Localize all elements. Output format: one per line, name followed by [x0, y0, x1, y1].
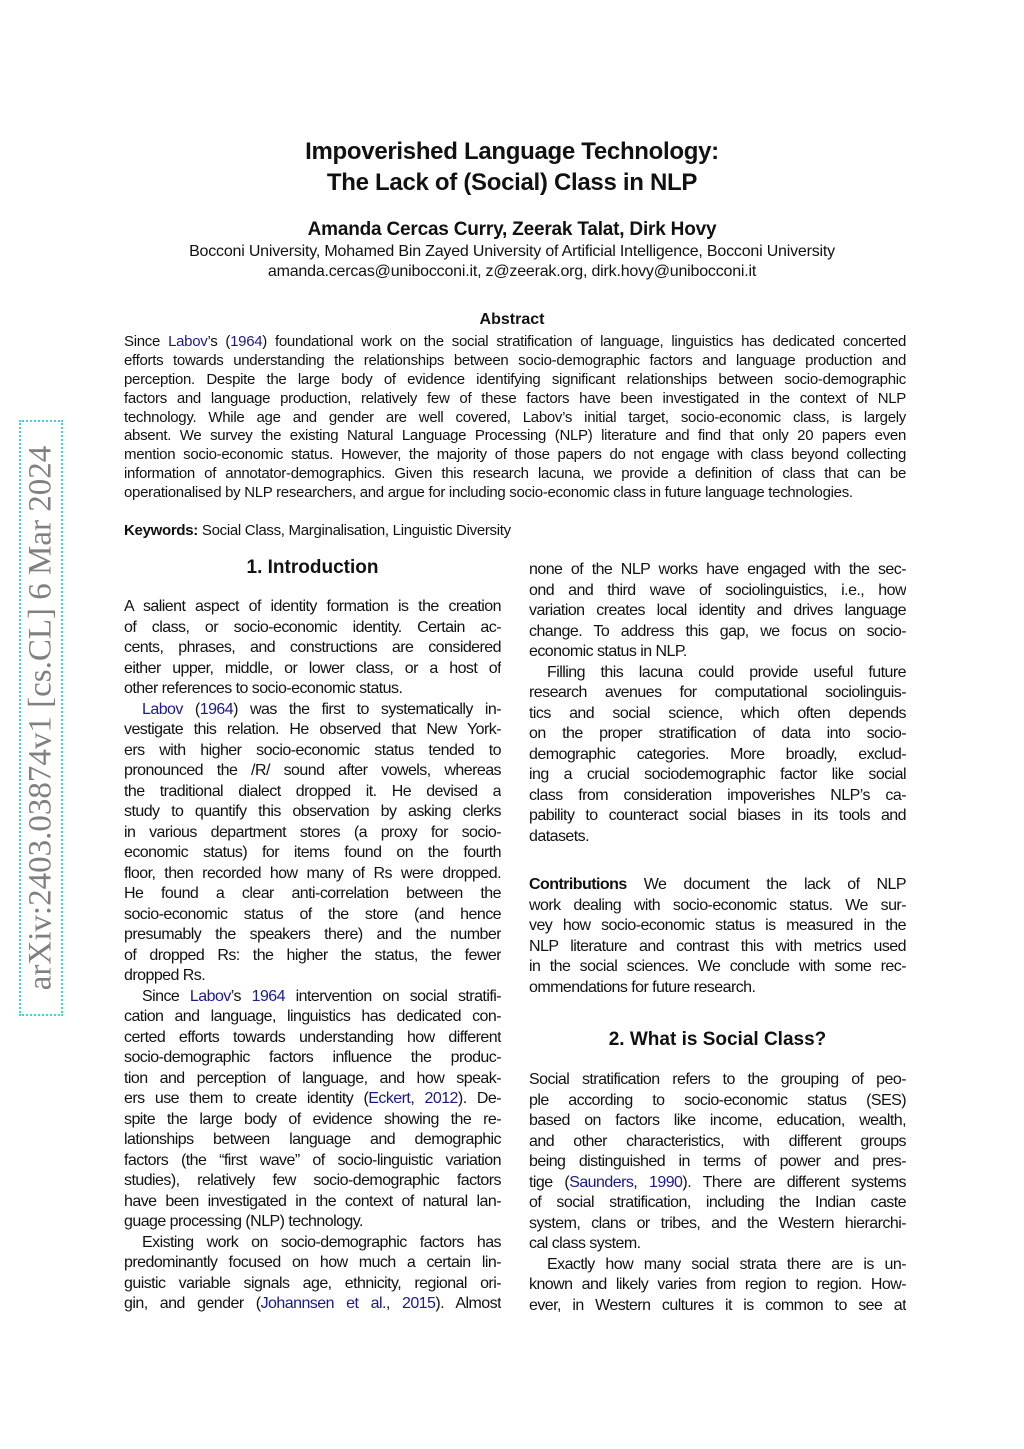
- text-line: [529, 1132, 906, 1153]
- text-segment: research avenues for computational sociolinguis-: [529, 684, 906, 701]
- text-line: [124, 371, 906, 390]
- text-segment: Social stratification refers to the grouping of peo-: [529, 1071, 906, 1088]
- citation-link[interactable]: Labov: [168, 333, 208, 350]
- keywords-label: Keywords:: [124, 522, 198, 539]
- contributions-paragraph: [529, 875, 906, 998]
- text-line: [529, 957, 906, 978]
- text-segment: ,: [633, 1173, 650, 1191]
- text-segment: study to quantify this observation by asking clerks: [124, 803, 501, 820]
- text-segment: economic status) for items found on the fourth: [124, 844, 501, 861]
- section-1-heading: 1. Introduction: [246, 557, 379, 578]
- text-line: [529, 1255, 906, 1276]
- text-line: [529, 1234, 906, 1255]
- text-line: [124, 1274, 501, 1295]
- citation-link[interactable]: 2012: [424, 1090, 458, 1107]
- text-segment: guistic variable signals age, ethnicity, regional ori-: [124, 1274, 501, 1292]
- text-segment: cation and language, linguistics has dedicated con-: [124, 1008, 501, 1025]
- text-line: [124, 1294, 501, 1315]
- text-line: [124, 333, 906, 352]
- text-line: [124, 1007, 501, 1028]
- text-segment: factors and language production, relatively few of these factors have been investigated in the context of NLP: [124, 389, 906, 407]
- text-line: [529, 622, 906, 643]
- citation-link[interactable]: 2015: [401, 1295, 436, 1312]
- text-segment: Exactly how many social strata there are is un-: [547, 1255, 906, 1273]
- text-segment: datasets.: [529, 827, 589, 845]
- text-segment: economic status in NLP.: [529, 643, 687, 660]
- text-segment: guage processing (NLP) technology.: [124, 1213, 363, 1230]
- text-line: [124, 679, 501, 700]
- text-line: [529, 704, 906, 725]
- text-segment: socio-economic status of the store (and hence: [124, 905, 501, 923]
- text-segment: lationships between language and demographic: [124, 1131, 501, 1148]
- text-segment: of social stratification, including the Indian caste: [529, 1194, 906, 1211]
- text-line: [124, 1171, 501, 1192]
- text-segment: being distinguished in terms of power and pres-: [529, 1153, 906, 1170]
- text-segment: certed efforts towards understanding how different: [124, 1028, 501, 1046]
- text-segment: have been investigated in the context of natural lan-: [124, 1192, 501, 1210]
- text-line: [529, 806, 906, 827]
- right-column-intro-continued: [529, 560, 906, 847]
- text-segment: efforts towards understanding the relationships between socio-demographic factors and language production and: [124, 351, 906, 369]
- text-segment: on the proper stratification of data into socio-: [529, 725, 906, 742]
- text-segment: ers with higher socio-economic status tended to: [124, 741, 501, 759]
- text-segment: the traditional dialect dropped it. He devised a: [124, 782, 501, 800]
- text-segment: ’s (: [207, 333, 231, 350]
- text-line: [124, 1089, 501, 1110]
- text-line: [529, 1070, 906, 1091]
- text-segment: ond and third wave of sociolinguistics, i.e., how: [529, 581, 906, 599]
- text-segment: cents, phrases, and constructions are considered: [124, 639, 501, 656]
- citation-link[interactable]: Johannsen et al.: [260, 1295, 386, 1312]
- text-segment: and other characteristics, with different groups: [529, 1132, 906, 1150]
- text-line: [124, 1028, 501, 1049]
- text-line: [529, 827, 906, 848]
- text-line: [124, 1212, 501, 1233]
- text-line: [124, 761, 501, 782]
- text-segment: (: [182, 700, 200, 718]
- text-segment: ’s: [230, 987, 252, 1005]
- text-segment: variation creates local identity and drives language: [529, 602, 906, 619]
- text-line: [124, 987, 501, 1008]
- text-segment: either upper, middle, or lower class, or a host of: [124, 659, 501, 677]
- text-line: [529, 1275, 906, 1296]
- text-line: [124, 446, 906, 465]
- text-line: [529, 1091, 906, 1112]
- text-line: [529, 601, 906, 622]
- text-line: [124, 1233, 501, 1254]
- text-segment: Since: [124, 333, 169, 350]
- section-2-heading: 2. What is Social Class?: [608, 1029, 827, 1050]
- text-segment: vey how socio-economic status is measured in the: [529, 917, 906, 934]
- text-line: [124, 884, 501, 905]
- text-segment: tion and perception of language, and how speak-: [124, 1069, 501, 1087]
- text-segment: change. To address this gap, we focus on socio-: [529, 622, 906, 640]
- left-column-body: [124, 597, 501, 1315]
- text-segment: spite the large body of evidence showing the re-: [124, 1110, 501, 1128]
- text-line: [124, 1110, 501, 1131]
- citation-link[interactable]: 1990: [649, 1173, 683, 1191]
- text-line: [529, 642, 906, 663]
- citation-link[interactable]: Labov: [142, 700, 183, 718]
- author-list: Amanda Cercas Curry, Zeerak Talat, Dirk Hovy: [307, 219, 717, 240]
- text-segment: technology. While age and gender are well covered, Labov’s initial target, socio-economic class, is largely: [124, 408, 906, 426]
- text-segment: vestigate this relation. He observed that New York-: [124, 721, 501, 738]
- abstract-heading: Abstract: [479, 311, 545, 328]
- text-segment: ) was the first to systematically in-: [233, 700, 501, 718]
- text-segment: gin, and gender (: [124, 1295, 261, 1312]
- text-segment: He found a clear anti-correlation between the: [124, 885, 501, 902]
- citation-link[interactable]: Eckert: [368, 1090, 411, 1107]
- text-line: [529, 1193, 906, 1214]
- text-segment: cal class system.: [529, 1235, 641, 1252]
- text-segment: predominantly focused on how much a certain lin-: [124, 1254, 501, 1271]
- citation-link[interactable]: 1964: [251, 987, 285, 1005]
- text-line: [124, 843, 501, 864]
- text-segment: mention socio-economic status. However, the majority of those papers do not engage with class beyond collecting: [124, 446, 906, 464]
- text-segment: ple according to socio-economic status (SES): [529, 1091, 906, 1109]
- text-line: [529, 1111, 906, 1132]
- paper-title-line-1: Impoverished Language Technology:: [305, 138, 719, 165]
- author-emails: amanda.cercas@unibocconi.it, z@zeerak.org, dirk.hovy@unibocconi.it: [267, 263, 757, 280]
- text-line: [124, 1130, 501, 1151]
- text-line: [124, 823, 501, 844]
- citation-link[interactable]: 1964: [199, 700, 234, 718]
- text-segment: absent. We survey the existing Natural Language Processing (NLP) literature and find that only 20 papers even: [124, 427, 906, 445]
- text-segment: socio-demographic factors influence the produc-: [124, 1049, 501, 1066]
- text-segment: ). De-: [457, 1090, 501, 1107]
- text-segment: A salient aspect of identity formation is the creation: [124, 598, 501, 615]
- text-line: [529, 978, 906, 999]
- text-segment: Filling this lacuna could provide useful future: [547, 663, 906, 681]
- text-segment: other references to socio-economic status.: [124, 680, 403, 697]
- text-line: [124, 659, 501, 680]
- paper-title-line-2: The Lack of (Social) Class in NLP: [326, 169, 698, 196]
- text-line: [124, 597, 501, 618]
- text-segment: floor, then recorded how many of Rs were dropped.: [124, 864, 501, 882]
- text-line: [124, 618, 501, 639]
- text-line: [124, 720, 501, 741]
- paragraph-run-in-heading: Contributions: [529, 876, 627, 893]
- text-segment: system, clans or tribes, and the Western hierarchi-: [529, 1214, 906, 1232]
- text-segment: factors (the “first wave” of socio-linguistic variation: [124, 1151, 501, 1169]
- keywords-value: Social Class, Marginalisation, Linguistic Diversity: [198, 522, 511, 539]
- text-segment: of dropped Rs: the higher the status, the fewer: [124, 946, 501, 964]
- text-line: [124, 465, 906, 484]
- text-line: [124, 864, 501, 885]
- text-segment: none of the NLP works have engaged with the sec-: [529, 561, 906, 578]
- text-line: [124, 946, 501, 967]
- keywords: [124, 522, 511, 539]
- text-segment: perception. Despite the large body of evidence identifying significant relationships between socio-demographic: [124, 370, 906, 388]
- text-segment: tics and social science, which often depends: [529, 704, 906, 722]
- text-line: [529, 1152, 906, 1173]
- text-line: [529, 1173, 906, 1194]
- text-segment: NLP literature and contrast this with metrics used: [529, 937, 906, 955]
- text-segment: ers use them to create identity (: [124, 1090, 369, 1107]
- text-segment: presumably the speakers there) and the number: [124, 926, 501, 943]
- text-segment: demographic categories. More broadly, exclud-: [529, 745, 906, 763]
- text-segment: ,: [385, 1295, 402, 1312]
- text-line: [529, 765, 906, 786]
- text-segment: dropped Rs.: [124, 967, 206, 984]
- text-line: [124, 427, 906, 446]
- text-line: [529, 1214, 906, 1235]
- text-line: [529, 724, 906, 745]
- text-line: [124, 782, 501, 803]
- text-line: [124, 409, 906, 428]
- text-segment: Existing work on socio-demographic factors has: [142, 1233, 501, 1251]
- text-line: [529, 560, 906, 581]
- text-segment: ommendations for future research.: [529, 978, 756, 996]
- text-line: [124, 390, 906, 409]
- text-line: [529, 683, 906, 704]
- citation-link[interactable]: Labov: [189, 987, 231, 1005]
- arxiv-identifier-stamp: [19, 420, 63, 1016]
- text-segment: pronounced the /R/ sound after vowels, whereas: [124, 762, 501, 779]
- affiliations: Bocconi University, Mohamed Bin Zayed University of Artificial Intelligence, Bocconi University: [189, 243, 835, 260]
- text-line: [124, 1048, 501, 1069]
- text-segment: intervention on social stratifi-: [285, 987, 501, 1005]
- text-segment: known and likely varies from region to region. How-: [529, 1276, 906, 1293]
- text-segment: pability to counteract social biases in its tools and: [529, 807, 906, 824]
- text-segment: studies), relatively few socio-demographic factors: [124, 1172, 501, 1189]
- text-line: [529, 745, 906, 766]
- text-line: [124, 352, 906, 371]
- text-segment: tige (: [529, 1173, 570, 1191]
- text-segment: ing a crucial sociodemographic factor like social: [529, 766, 906, 783]
- text-line: [124, 925, 501, 946]
- text-segment: based on factors like income, education, wealth,: [529, 1112, 906, 1129]
- text-segment: work dealing with socio-economic status. We sur-: [529, 896, 906, 914]
- abstract-body: [124, 333, 906, 503]
- text-segment: of class, or socio-economic identity. Certain ac-: [124, 618, 501, 636]
- text-line: [124, 905, 501, 926]
- text-line: [529, 896, 906, 917]
- text-line: [529, 786, 906, 807]
- text-line: [124, 1069, 501, 1090]
- text-line: [124, 1253, 501, 1274]
- text-segment: ). There are different systems: [682, 1173, 906, 1191]
- text-line: [529, 916, 906, 937]
- text-segment: Since: [142, 987, 190, 1005]
- arxiv-identifier: arXiv:2403.03874v1 [cs.CL] 6 Mar 2024: [22, 445, 59, 991]
- text-segment: ,: [410, 1090, 425, 1107]
- text-line: [124, 966, 501, 987]
- text-line: [529, 875, 906, 896]
- text-segment: class from consideration impoverishes NLP’s ca-: [529, 786, 906, 804]
- text-line: [124, 1151, 501, 1172]
- text-segment: ). Almost: [435, 1295, 501, 1312]
- text-segment: operationalised by NLP researchers, and argue for including socio-economic class in future language technologies.: [124, 484, 853, 502]
- text-line: [124, 700, 501, 721]
- text-segment: in the social sciences. We conclude with some rec-: [529, 958, 906, 975]
- text-line: [529, 1296, 906, 1317]
- text-line: [529, 581, 906, 602]
- text-line: [124, 741, 501, 762]
- text-line: [124, 484, 906, 503]
- text-segment: information of annotator-demographics. Given this research lacuna, we provide a definition of class that can be: [124, 465, 906, 483]
- citation-link[interactable]: Saunders: [569, 1173, 634, 1191]
- text-line: [529, 937, 906, 958]
- text-segment: ever, in Western cultures it is common to see at: [529, 1296, 906, 1314]
- section-2-body: [529, 1070, 906, 1316]
- citation-link[interactable]: 1964: [230, 333, 263, 350]
- text-line: [529, 663, 906, 684]
- text-segment: in various department stores (a proxy for socio-: [124, 823, 501, 841]
- text-line: [124, 638, 501, 659]
- text-segment: ) foundational work on the social stratification of language, linguistics has dedicated concerted: [262, 333, 906, 350]
- text-line: [124, 1192, 501, 1213]
- text-segment: We document the lack of NLP: [626, 876, 906, 893]
- text-line: [124, 802, 501, 823]
